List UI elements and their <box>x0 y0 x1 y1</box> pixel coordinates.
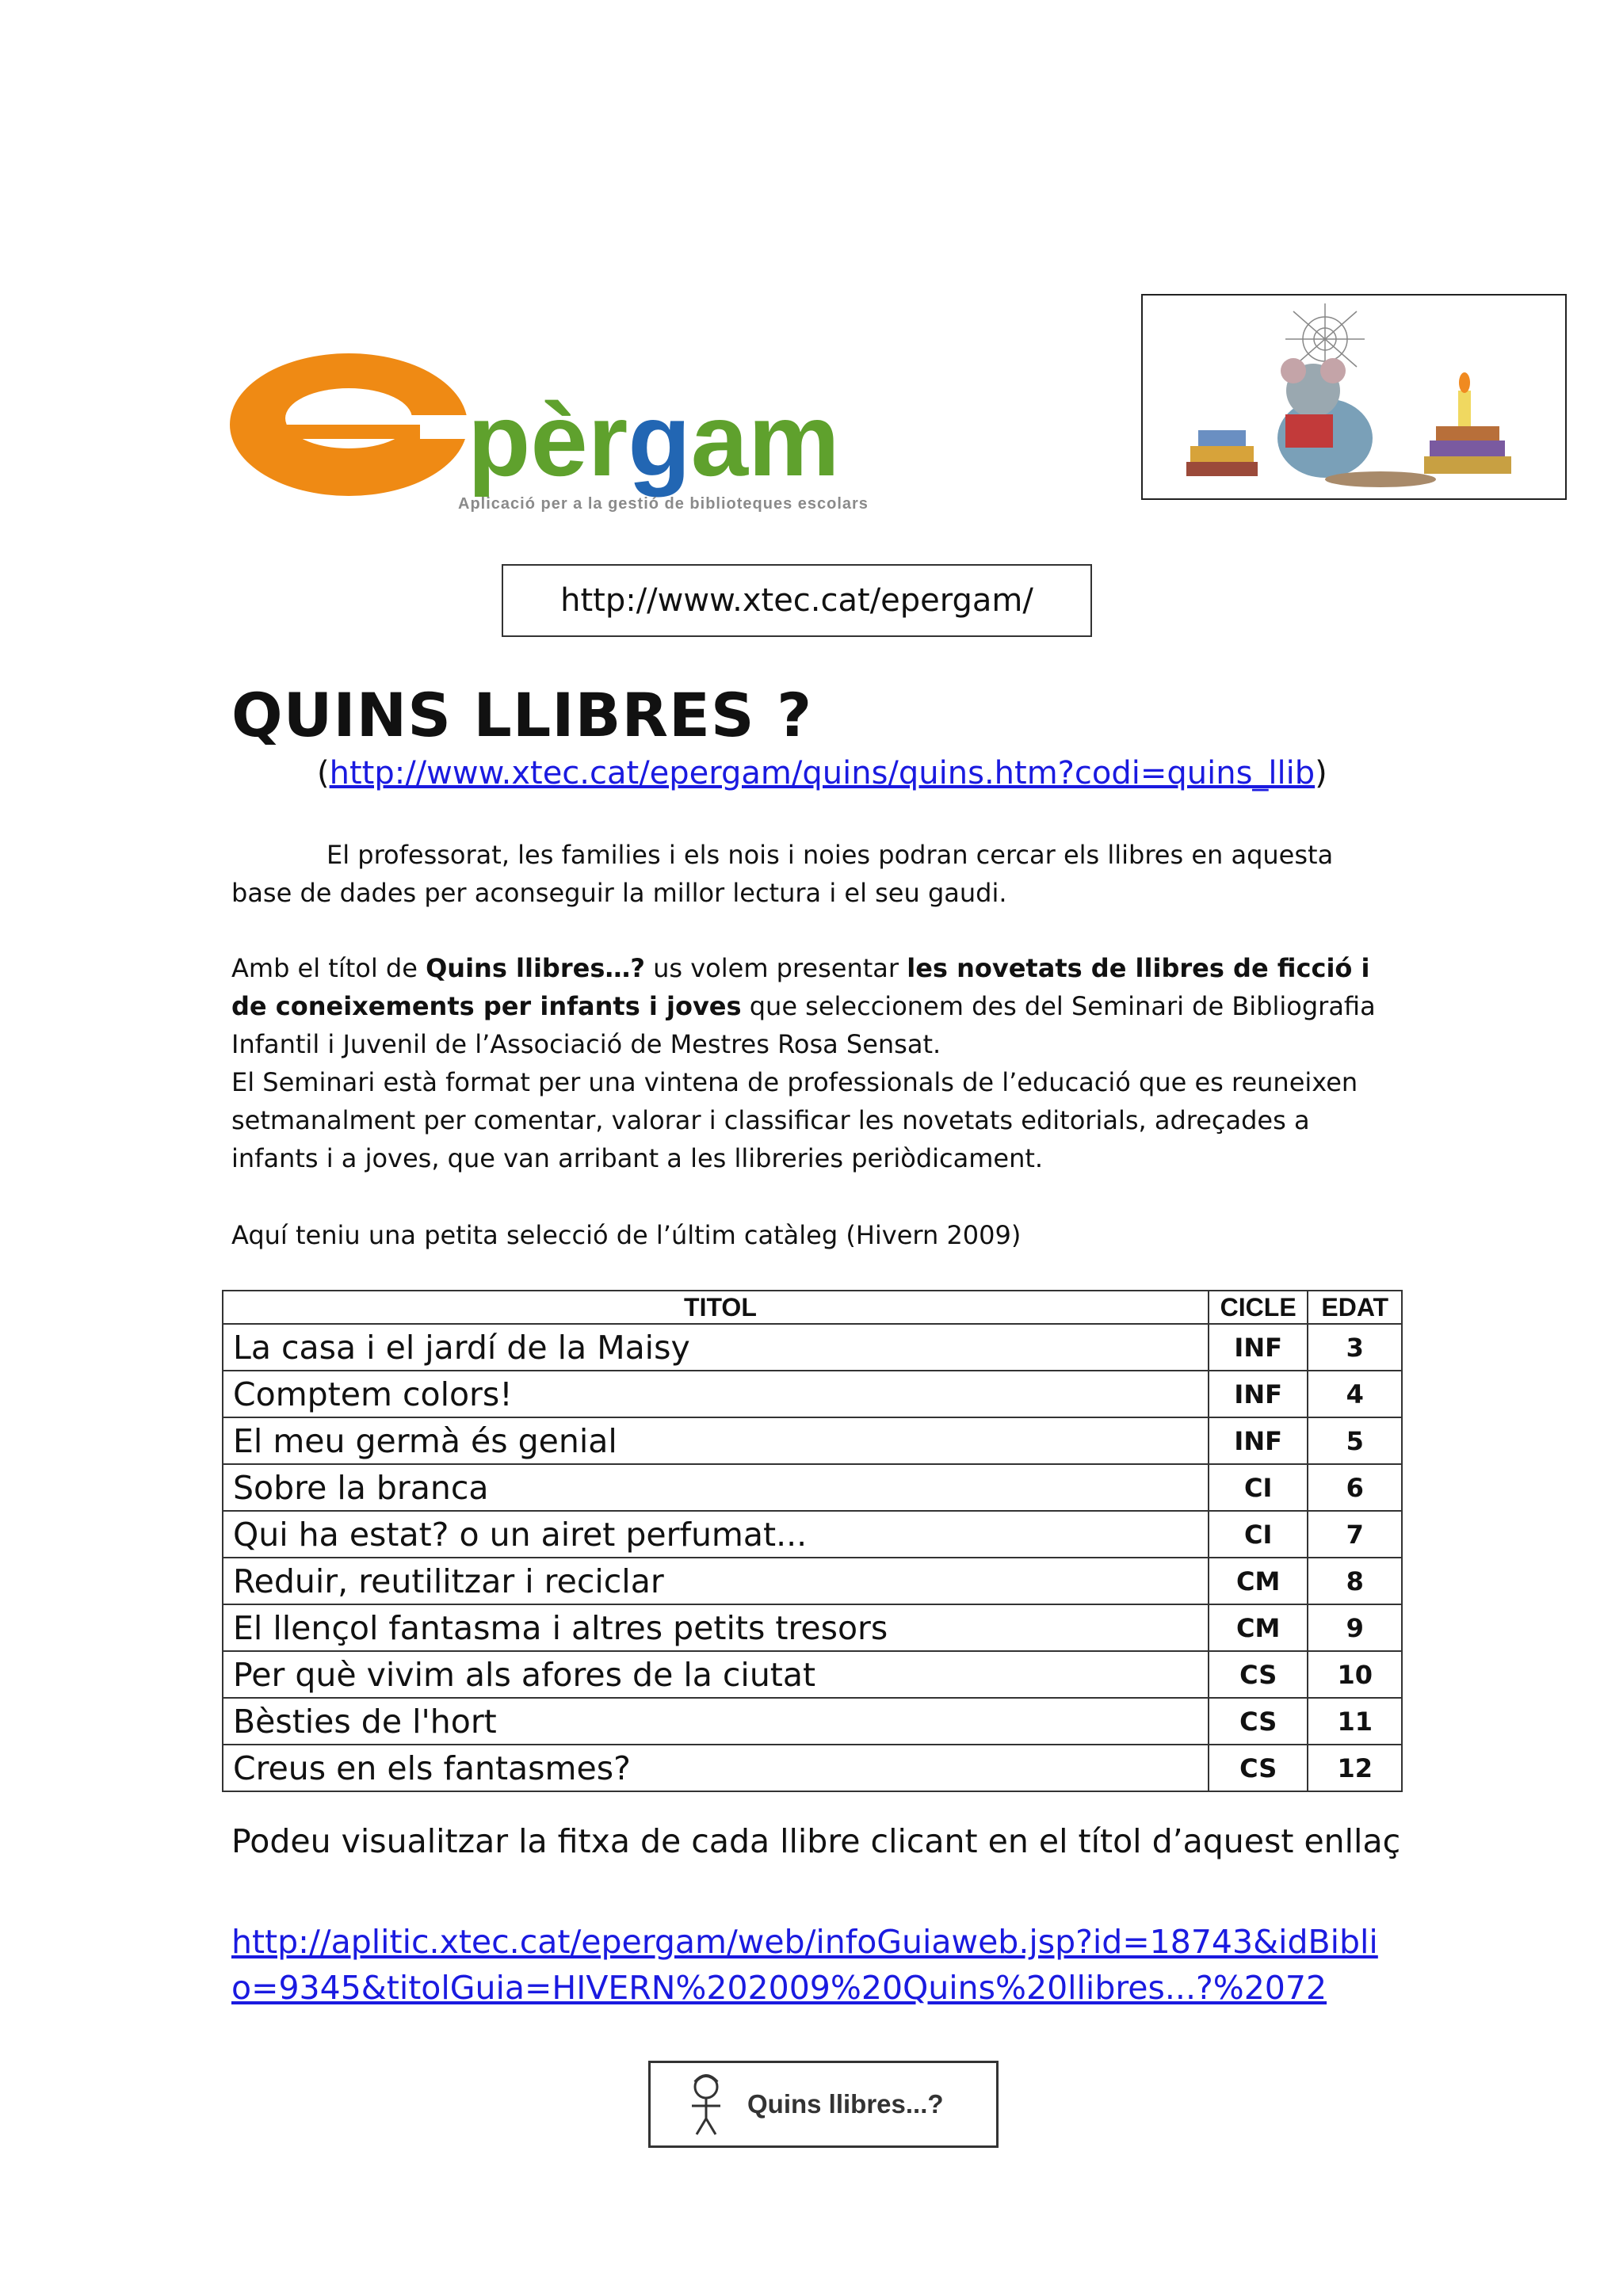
book-title-cell: Bèsties de l'hort <box>223 1698 1209 1745</box>
table-row <box>223 1371 1402 1417</box>
book-title-cell: La casa i el jardí de la Maisy <box>223 1324 1209 1371</box>
age-cell: 9 <box>1308 1604 1402 1651</box>
age-cell: 10 <box>1308 1651 1402 1698</box>
selection-note: Aquí teniu una petita selecció de l’últim catàleg (Hivern 2009) <box>231 1220 1022 1250</box>
page-title: QUINS LLIBRES ? <box>231 680 813 750</box>
book-title-cell: El llençol fantasma i altres petits tresors <box>223 1604 1209 1651</box>
desc-text: que seleccionem des del Seminari de Bibliografia Infantil i Juvenil de l’Associació de Mestres Rosa Sensat. <box>231 991 1376 1059</box>
table-row <box>223 1698 1402 1745</box>
cycle-cell: INF <box>1209 1371 1308 1417</box>
age-cell: 5 <box>1308 1417 1402 1464</box>
guide-link[interactable]: http://aplitic.xtec.cat/epergam/web/infoGuiaweb.jsp?id=18743&idBiblio=9345&titolGuia=HIVERN%202009%20Quins%20llibres...?%2072 <box>231 1923 1378 2007</box>
age-cell: 8 <box>1308 1558 1402 1604</box>
intro-text: El professorat, les families i els nois i noies podran cercar els llibres en aquesta base de dades per aconseguir la millor lectura i el seu gaudi. <box>231 840 1334 908</box>
books-table <box>222 1290 1403 1792</box>
intro-paragraph <box>231 836 1388 912</box>
banner-label: Quins llibres...? <box>747 2089 944 2119</box>
book-title-cell: Reduir, reutilitzar i reciclar <box>223 1558 1209 1604</box>
site-url-box <box>502 564 1092 637</box>
cycle-cell: CS <box>1209 1698 1308 1745</box>
guide-link-container <box>231 1919 1396 2011</box>
mouse-reading-books-icon <box>1143 296 1565 498</box>
table-row <box>223 1604 1402 1651</box>
age-cell: 6 <box>1308 1464 1402 1511</box>
reading-mouse-illustration <box>1141 294 1567 500</box>
book-title-cell: Creus en els fantasmes? <box>223 1745 1209 1791</box>
table-row <box>223 1558 1402 1604</box>
table-row <box>223 1464 1402 1511</box>
description-paragraph <box>231 949 1388 1177</box>
desc-text: Amb el títol de <box>231 953 426 983</box>
cycle-cell: CI <box>1209 1464 1308 1511</box>
table-row <box>223 1417 1402 1464</box>
book-title-cell: Comptem colors! <box>223 1371 1209 1417</box>
cycle-cell: CS <box>1209 1745 1308 1791</box>
table-row <box>223 1745 1402 1791</box>
cycle-cell: CM <box>1209 1604 1308 1651</box>
cycle-cell: INF <box>1209 1417 1308 1464</box>
cycle-cell: CM <box>1209 1558 1308 1604</box>
child-reading-icon <box>682 2073 730 2136</box>
age-cell: 3 <box>1308 1324 1402 1371</box>
seminar-description: El Seminari està format per una vintena de professionals de l’educació que es reuneixen setmanalment per comentar, valorar i classificar les novetats editorials, adreçades a infants i a joves, que van arribant a les llibreries periòdicament. <box>231 1067 1358 1173</box>
age-cell: 7 <box>1308 1511 1402 1558</box>
header-title: TITOL <box>223 1291 1209 1324</box>
age-cell: 11 <box>1308 1698 1402 1745</box>
cycle-cell: CI <box>1209 1511 1308 1558</box>
visualize-note: Podeu visualitzar la fitxa de cada llibre clicant en el títol d’aquest enllaç <box>231 1822 1401 1860</box>
quins-llibres-banner[interactable] <box>648 2061 999 2148</box>
cycle-cell: INF <box>1209 1324 1308 1371</box>
table-row <box>223 1324 1402 1371</box>
book-title-cell: Qui ha estat? o un airet perfumat... <box>223 1511 1209 1558</box>
header-age: EDAT <box>1308 1291 1402 1324</box>
site-url[interactable]: http://www.xtec.cat/epergam/ <box>560 582 1033 619</box>
header-cycle: CICLE <box>1209 1291 1308 1324</box>
title-link-line: (http://www.xtec.cat/epergam/quins/quins.htm?codi=quins_llib) <box>317 755 1327 791</box>
desc-bold-title: Quins llibres…? <box>426 953 645 983</box>
age-cell: 4 <box>1308 1371 1402 1417</box>
book-title-cell: Sobre la branca <box>223 1464 1209 1511</box>
table-row <box>223 1511 1402 1558</box>
table-row <box>223 1651 1402 1698</box>
book-title-cell: Per què vivim als afores de la ciutat <box>223 1651 1209 1698</box>
quins-page-link[interactable]: http://www.xtec.cat/epergam/quins/quins.htm?codi=quins_llib <box>329 755 1316 791</box>
table-header-row <box>223 1291 1402 1324</box>
logo-wordmark: pèrgam <box>468 382 840 498</box>
book-title-cell: El meu germà és genial <box>223 1417 1209 1464</box>
desc-text: us volem presentar <box>644 953 907 983</box>
logo-tagline: Aplicació per a la gestió de biblioteques escolars <box>458 495 869 513</box>
desc-bold-novelties: les novetats de llibres de ficció i de coneixements per infants i joves <box>231 953 1370 1021</box>
age-cell: 12 <box>1308 1745 1402 1791</box>
cycle-cell: CS <box>1209 1651 1308 1698</box>
